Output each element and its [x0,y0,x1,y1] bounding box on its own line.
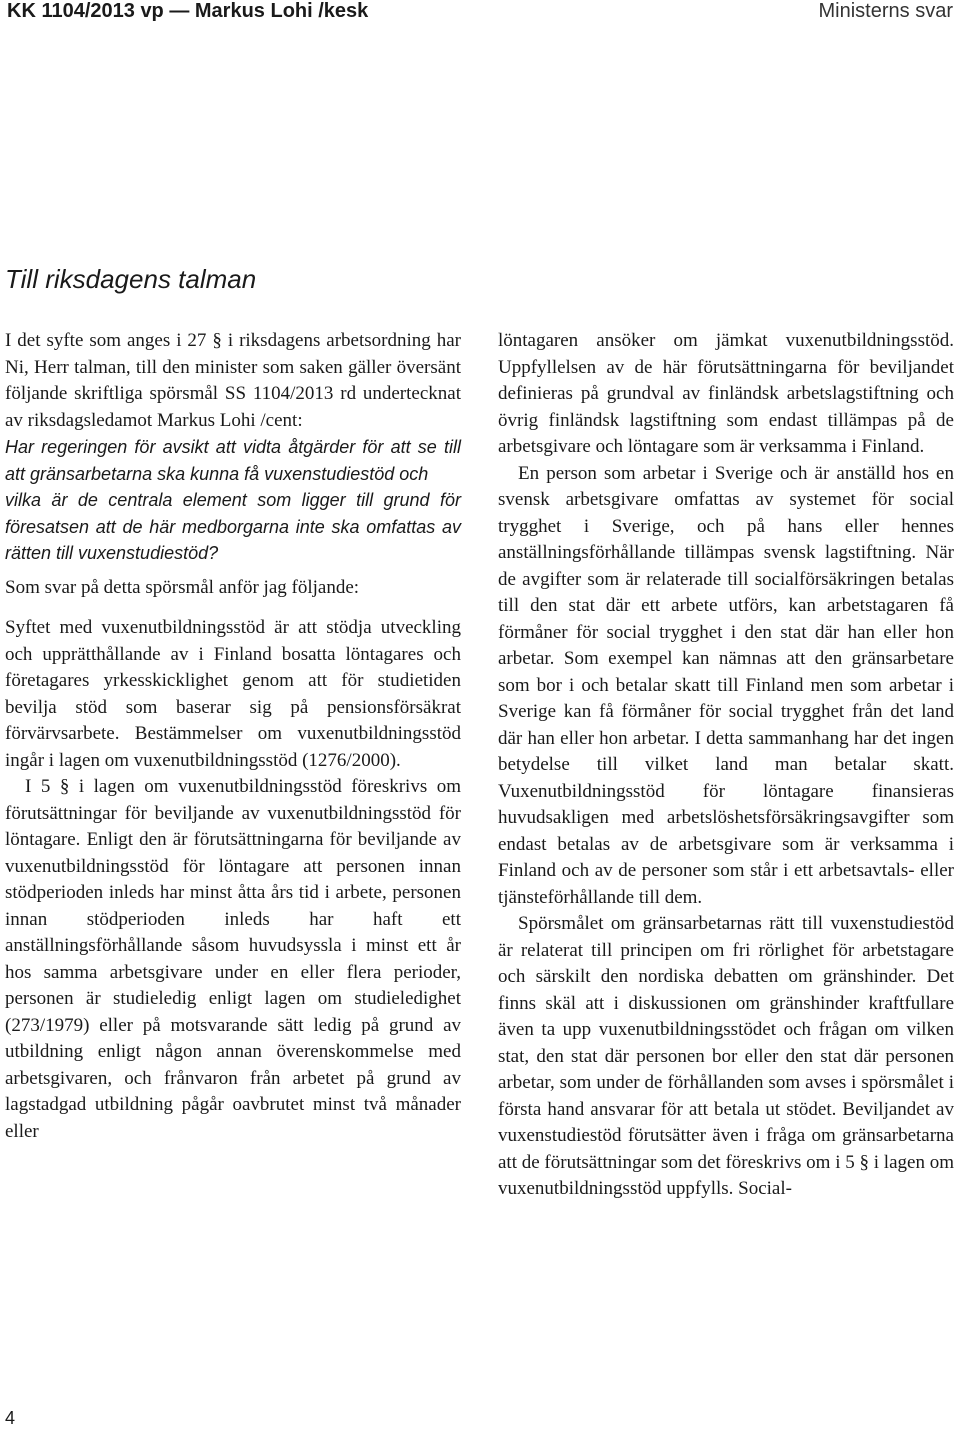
question-1: Har regeringen för avsikt att vidta åtgärder för att se till att gränsarbetarna ska kunna få vuxenstudiestöd och [5,437,461,484]
question-2: vilka är de centrala element som ligger till grund för föresatsen att de här medborgarna inte ska omfattas av rätten till vuxenstudiestöd? [5,490,461,563]
body-paragraph: En person som arbetar i Sverige och är anställd hos en svensk arbetsgivare omfattas av systemet för social trygghet i Sverige, och på hans eller hennes anställningsförhållande tillämpas svensk lagstiftning. När de avgifter som är relaterade till socialförsäkringen betalas till den stat där ett arbete utförs, kan arbetstagaren få förmåner för social trygghet i den stat där han eller hon arbetar. Som exempel kan nämnas att den gränsarbetare som bor i och betalar skatt till Finland men som arbetar i Sverige kan få förmåner för social trygghet från det land där han eller hon arbetar. I detta sammanhang har det ingen betydelse till vilket land man betalar skatt. Vuxenutbildningsstöd för löntagare finansieras huvudsakligen med arbetslöshetsförsäkringsavgifter som endast betalas av de arbetsgivare som är verksamma i Finland och av de personer som står i ett arbetsavtals- eller tjänsteförhållande till dem. [498,462,954,908]
left-column [5,328,461,1145]
page-number: 4 [5,1408,16,1428]
body-paragraph: löntagaren ansöker om jämkat vuxenutbildningsstöd. Uppfyllelsen av de här förutsättningarna för beviljandet definieras på grundval av finländsk arbetslagstiftning och övrig finländsk lagstiftning som endast tillämpas på de arbetsgivare och löntagare som är verksamma i Finland. [498,330,954,457]
answer-intro: Som svar på detta spörsmål anför jag följande: [5,576,360,598]
intro-paragraph: I det syfte som anges i 27 § i riksdagens arbetsordning har Ni, Herr talman, till den minister som saken gäller översänt följande skriftliga spörsmål SS 1104/2013 rd undertecknat av riksdagsledamot Markus Lohi /cent: [5,330,461,431]
running-header-left: KK 1104/2013 vp — Markus Lohi /kesk [7,0,369,22]
right-column [498,328,954,1203]
running-header-right: Ministerns svar [818,0,953,22]
body-paragraph: Syftet med vuxenutbildningsstöd är att stödja utveckling och upprätthållande av i Finland bosatta löntagares och företagares yrkesskicklighet genom att för studietiden bevilja stöd som baserar sig på pensionsförsäkrat förvärvsarbete. Bestämmelser om vuxenutbildningsstöd ingår i lagen om vuxenutbildningsstöd (1276/2000). [5,617,461,771]
body-paragraph: Spörsmålet om gränsarbetarnas rätt till vuxenstudiestöd är relaterat till principen om fri rörlighet för arbetstagare och särskilt den nordiska debatten om gränshinder. Det finns skäl att i diskussionen om gränshinder kraftfullare även ta upp vuxenutbildningsstödet och frågan om vilken stat, den stat där personen bor eller den stat där personen arbetar, som under de förhållanden som avses i spörsmålet i första hand ansvarar för att betala ut stödet. Beviljandet av vuxenstudiestöd förutsätter även i fråga om gränsarbetarna att de förutsättningar som det föreskrivs om i 5 § i lagen om vuxenutbildningsstöd uppfylls. Social- [498,913,954,1199]
body-paragraph: I 5 § i lagen om vuxenutbildningsstöd föreskrivs om förutsättningar för beviljande av vuxenutbildningsstöd för löntagare. Enligt den är förutsättningarna för beviljande av vuxenutbildningsstöd för löntagare att personen innan stödperioden inleds har minst åtta års tid i arbete, personen innan stödperioden inleds har haft ett anställningsförhållande såsom huvudsyssla i minst ett år hos samma arbetsgivare under en eller flera perioder, personen är studieledig enligt lagen om studieledighet (273/1979) eller på motsvarande sätt ledig på grund av utbildning enligt någon annan överenskommelse med arbetsgivaren, och frånvaron från arbetet på grund av lagstadgad utbildning pågår oavbrutet minst två månader eller [5,776,461,1142]
letter-heading: Till riksdagens talman [5,264,257,294]
